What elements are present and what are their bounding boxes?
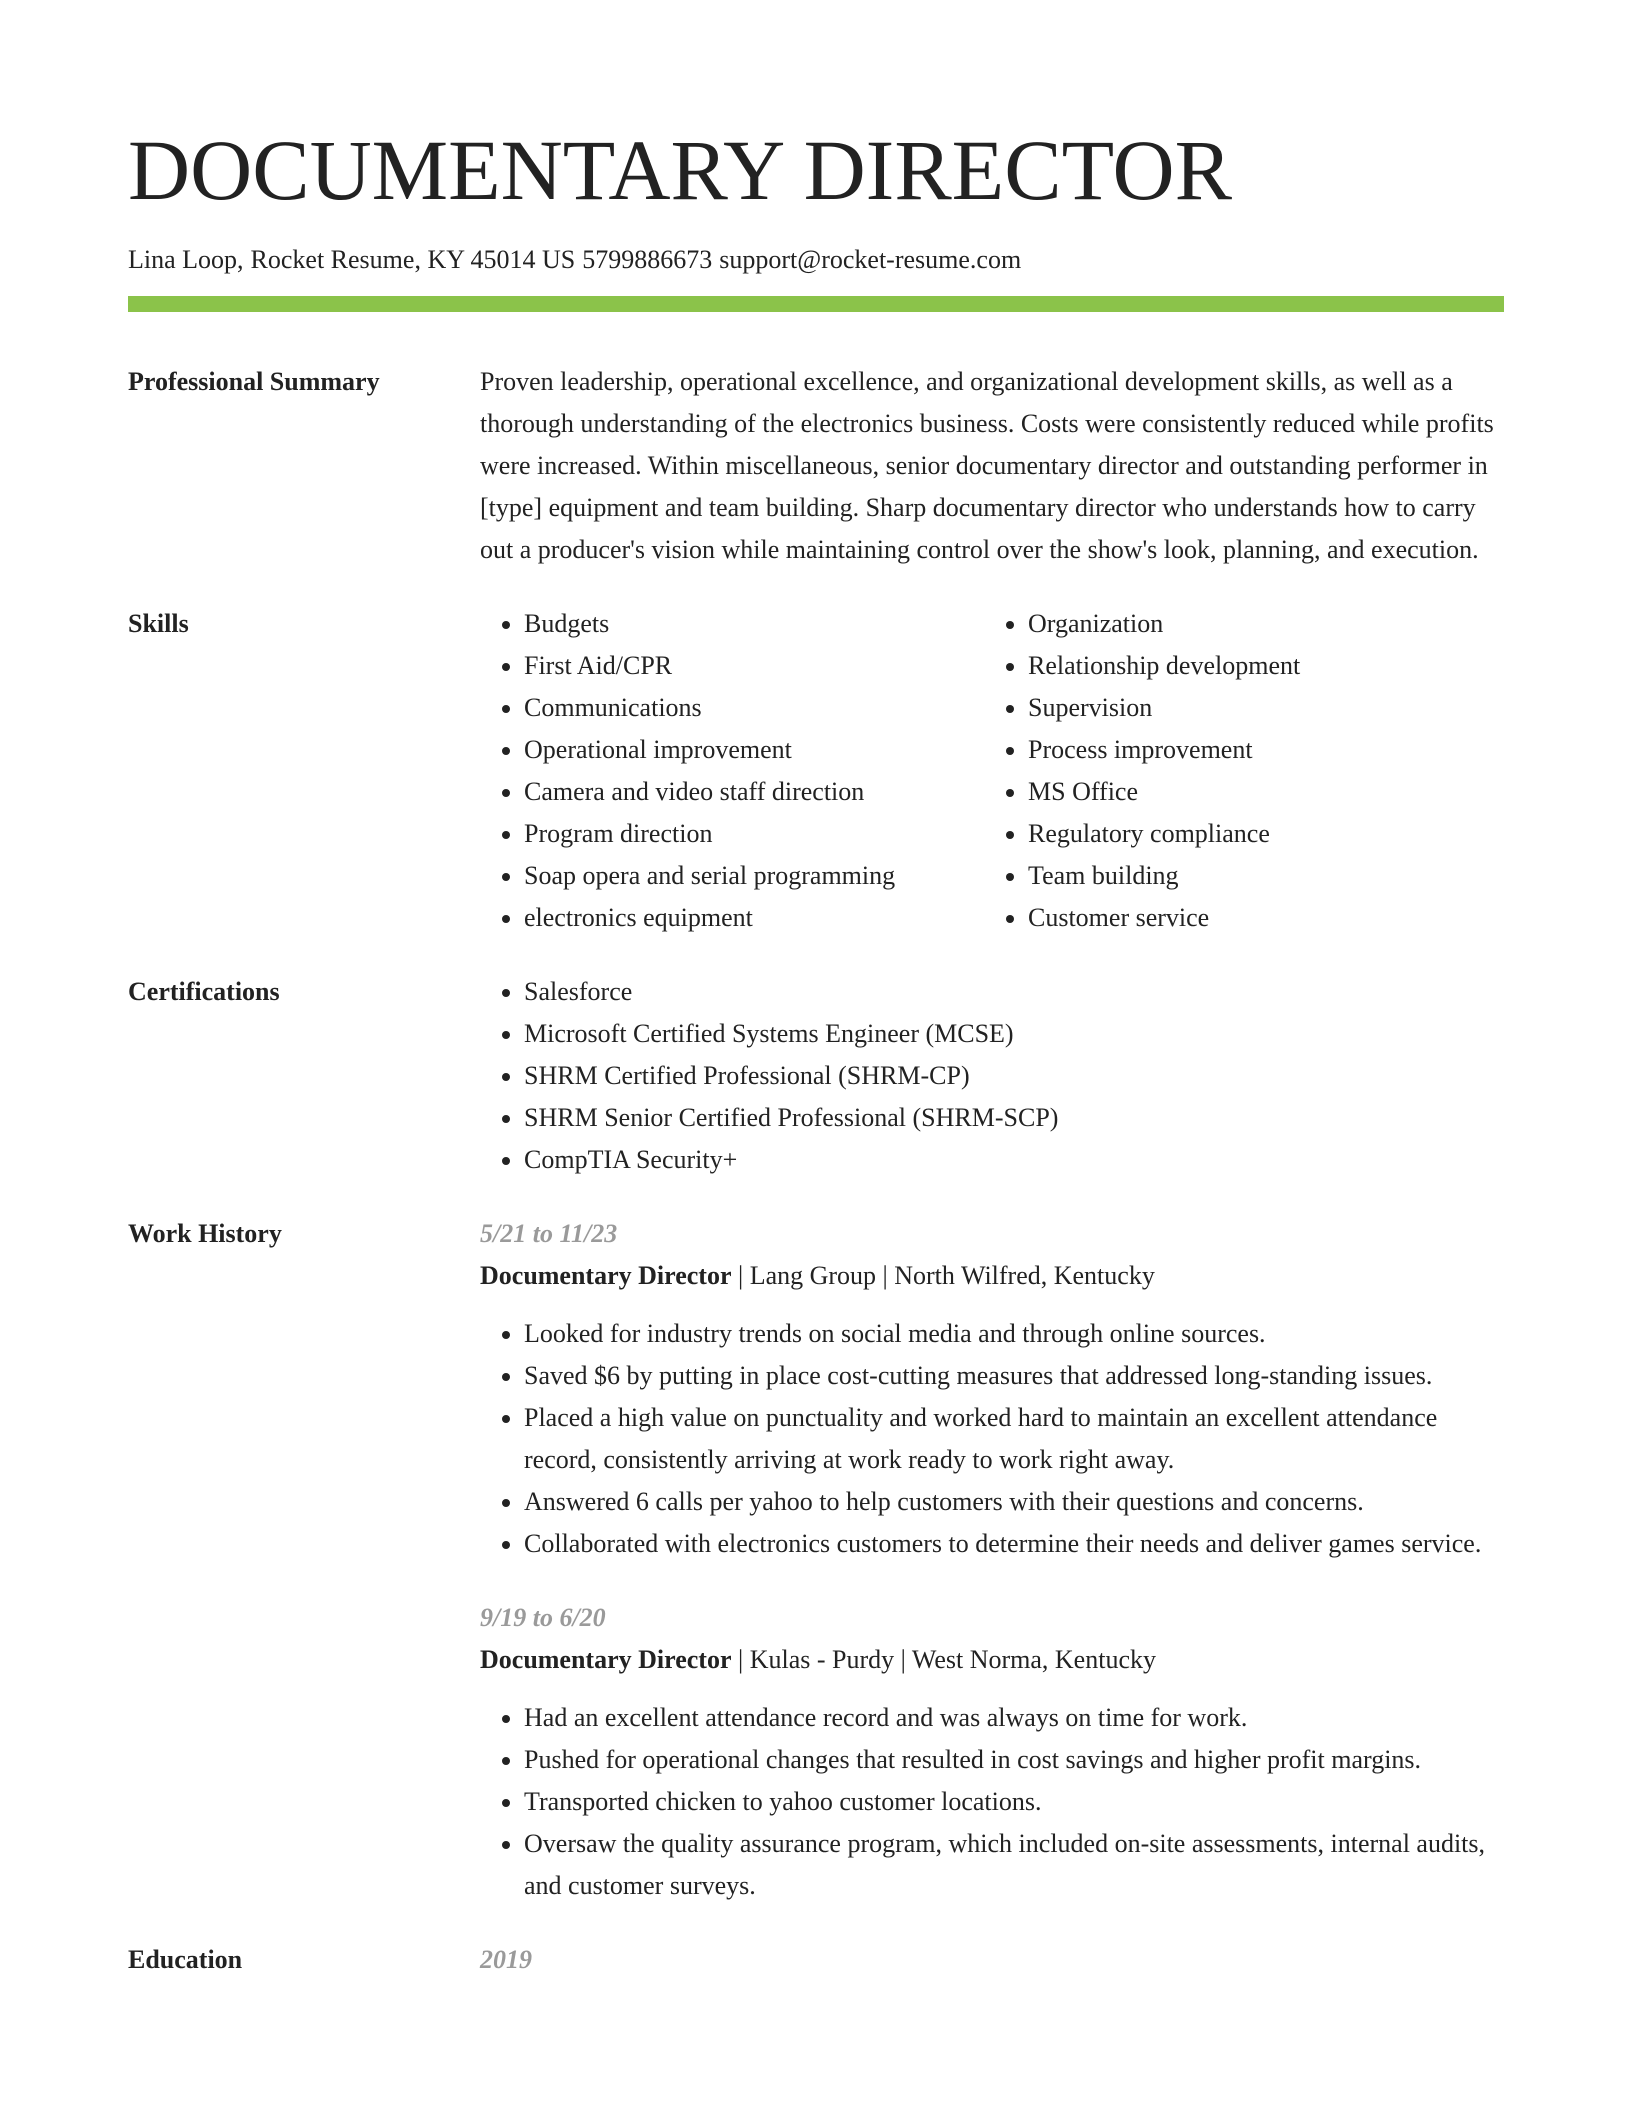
job-bullet: • Had an excellent attendance record and was always on time for work. xyxy=(524,1697,1504,1739)
job-entry xyxy=(480,1597,1504,1907)
resume-page xyxy=(128,0,1504,1981)
section-heading-summary: Professional Summary xyxy=(128,367,380,396)
summary-section xyxy=(128,361,1504,571)
job-bullet: • Transported chicken to yahoo customer locations. xyxy=(524,1781,1504,1823)
section-heading-education: Education xyxy=(128,1945,243,1974)
certification-item: • Microsoft Certified Systems Engineer (MCSE) xyxy=(524,1013,1504,1055)
skill-item: • Organization xyxy=(1028,603,1488,645)
job-bullet: • Saved $6 by putting in place cost-cutting measures that addressed long-standing issues. xyxy=(524,1355,1504,1397)
skill-item: • MS Office xyxy=(1028,771,1488,813)
skill-item: • First Aid/CPR xyxy=(524,645,984,687)
job-bullet: • Answered 6 calls per yahoo to help customers with their questions and concerns. xyxy=(524,1481,1504,1523)
resume-title: DOCUMENTARY DIRECTOR xyxy=(128,122,1233,218)
skill-item: • Process improvement xyxy=(1028,729,1488,771)
skill-item: • Program direction xyxy=(524,813,984,855)
education-year: 2019 xyxy=(480,1945,532,1974)
skills-column-left xyxy=(480,603,984,939)
contact-name: Lina Loop, xyxy=(128,245,244,274)
section-heading-work-history: Work History xyxy=(128,1219,282,1248)
contact-address: Rocket Resume, KY 45014 US xyxy=(250,245,576,274)
skill-item: • Relationship development xyxy=(1028,645,1488,687)
skill-item: • electronics equipment xyxy=(524,897,984,939)
job-entry xyxy=(480,1213,1504,1565)
certifications-section xyxy=(128,971,1504,1181)
skills-list-left xyxy=(480,603,984,939)
skill-item: • Operational improvement xyxy=(524,729,984,771)
skill-item: • Regulatory compliance xyxy=(1028,813,1488,855)
job-bullet: • Pushed for operational changes that resulted in cost savings and higher profit margins. xyxy=(524,1739,1504,1781)
summary-text: Proven leadership, operational excellence, and organizational development skills, as well as a thorough understanding of the electronics business. Costs were consistently reduced while profits were increased. Within miscellaneous, senior documentary director and outstanding performer in [type] equipment and team building. Sharp documentary director who understands how to carry out a producer's vision while maintaining control over the show's look, planning, and execution. xyxy=(480,367,1494,564)
job-dates: 5/21 to 11/23 xyxy=(480,1219,618,1248)
education-body xyxy=(480,1939,1504,1981)
certification-item: • CompTIA Security+ xyxy=(524,1139,1504,1181)
skills-columns xyxy=(480,603,1504,939)
section-heading-certifications: Certifications xyxy=(128,977,280,1006)
certification-item: • SHRM Senior Certified Professional (SHRM-SCP) xyxy=(524,1097,1504,1139)
skills-column-right xyxy=(984,603,1488,939)
skill-item: • Communications xyxy=(524,687,984,729)
skills-list-right xyxy=(984,603,1488,939)
contact-line xyxy=(128,244,1504,276)
skill-item: • Budgets xyxy=(524,603,984,645)
certification-item: • SHRM Certified Professional (SHRM-CP) xyxy=(524,1055,1504,1097)
job-bullet: • Looked for industry trends on social media and through online sources. xyxy=(524,1313,1504,1355)
certifications-body xyxy=(480,971,1504,1181)
job-bullets xyxy=(480,1313,1504,1565)
job-dates: 9/19 to 6/20 xyxy=(480,1603,606,1632)
header-divider xyxy=(128,296,1504,312)
skill-item: • Team building xyxy=(1028,855,1488,897)
skill-item: • Soap opera and serial programming xyxy=(524,855,984,897)
contact-phone: 5799886673 xyxy=(582,245,713,274)
job-details: | Lang Group | North Wilfred, Kentucky xyxy=(731,1261,1155,1290)
job-details: | Kulas - Purdy | West Norma, Kentucky xyxy=(731,1645,1156,1674)
job-title: Documentary Director xyxy=(480,1261,732,1290)
contact-email[interactable]: support@rocket-resume.com xyxy=(719,245,1022,274)
skills-section xyxy=(128,603,1504,939)
job-bullet: • Placed a high value on punctuality and worked hard to maintain an excellent attendance record, consistently arriving at work ready to work right away. xyxy=(524,1397,1504,1481)
skill-item: • Supervision xyxy=(1028,687,1488,729)
job-bullet: • Oversaw the quality assurance program, which included on-site assessments, internal audits, and customer surveys. xyxy=(524,1823,1504,1907)
job-bullets xyxy=(480,1697,1504,1907)
skill-item: • Customer service xyxy=(1028,897,1488,939)
work-history-section xyxy=(128,1213,1504,1907)
work-history-body xyxy=(480,1213,1504,1907)
job-bullet: • Collaborated with electronics customers to determine their needs and deliver games service. xyxy=(524,1523,1504,1565)
job-title: Documentary Director xyxy=(480,1645,732,1674)
education-section xyxy=(128,1939,1504,1981)
job-heading xyxy=(480,1255,1504,1297)
section-heading-skills: Skills xyxy=(128,609,189,638)
job-heading xyxy=(480,1639,1504,1681)
certification-item: • Salesforce xyxy=(524,971,1504,1013)
skill-item: • Camera and video staff direction xyxy=(524,771,984,813)
certifications-list xyxy=(480,971,1504,1181)
